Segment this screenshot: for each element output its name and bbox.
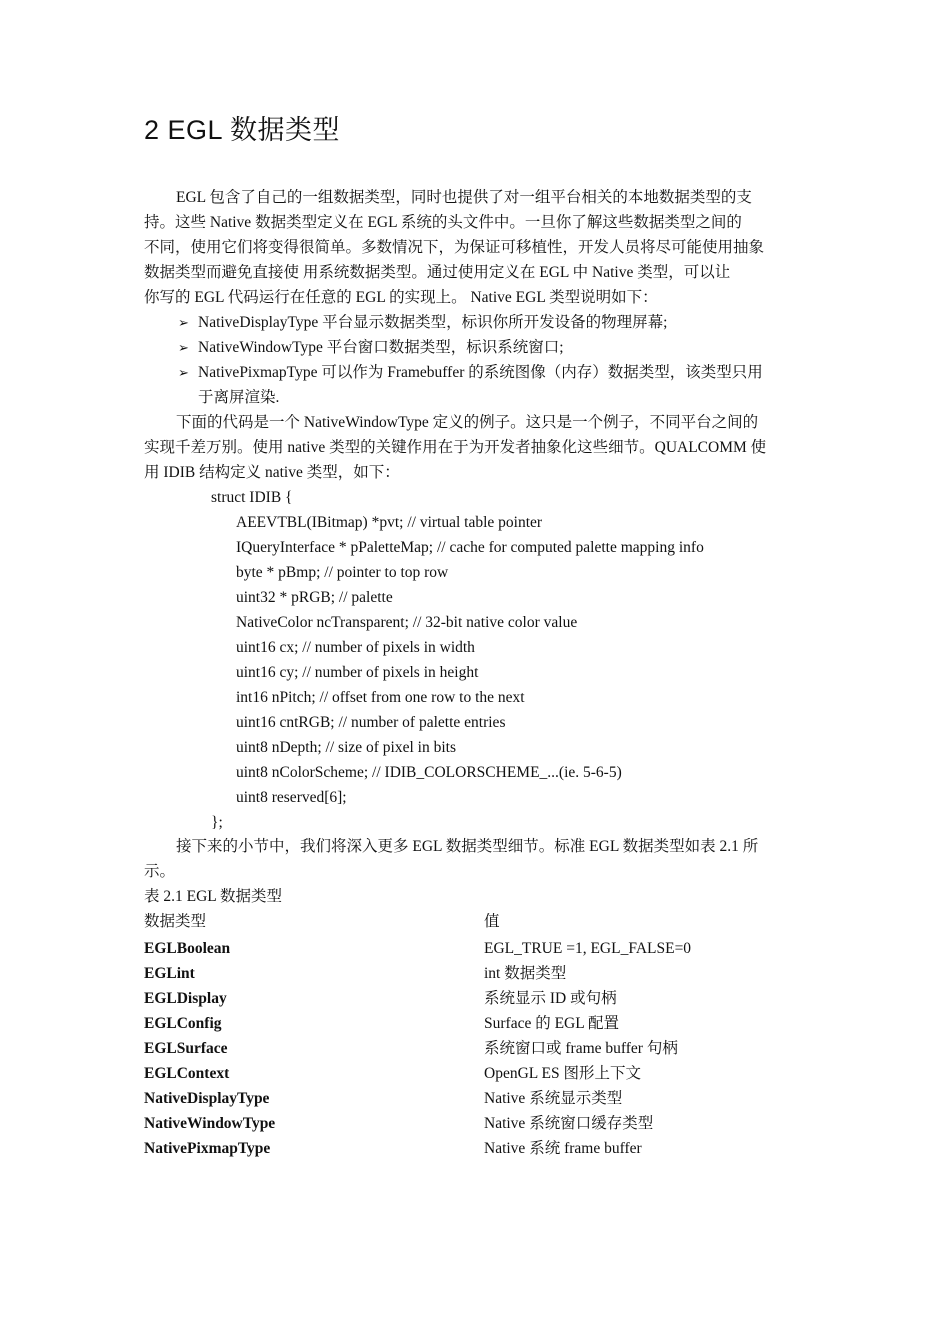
- code-line: uint8 nColorScheme; // IDIB_COLORSCHEME_...(ie. 5-6-5): [236, 764, 622, 781]
- intro-paragraph: [144, 185, 806, 310]
- intro-line: EGL 包含了自己的一组数据类型，同时也提供了对一组平台相关的本地数据类型的支: [176, 189, 752, 206]
- table-cell-value: Native 系统窗口缓存类型: [484, 1115, 654, 1132]
- table-cell-value: Native 系统 frame buffer: [484, 1140, 642, 1157]
- bullet-item: NativeDisplayType 平台显示数据类型，标识你所开发设备的物理屏幕;: [198, 314, 668, 331]
- table-cell-type: NativePixmapType: [144, 1140, 271, 1157]
- code-intro-line: 用 IDIB 结构定义 native 类型，如下：: [144, 464, 400, 481]
- table-header-cell: 值: [484, 913, 500, 930]
- table-cell-value: Surface 的 EGL 配置: [484, 1015, 620, 1032]
- bullet-arrow-icon: ➢: [178, 315, 189, 330]
- code-line: NativeColor ncTransparent; // 32-bit native color value: [236, 614, 578, 631]
- code-line: uint8 nDepth; // size of pixel in bits: [236, 739, 456, 756]
- code-struct-open: struct IDIB {: [211, 489, 293, 506]
- table-row: [144, 961, 806, 986]
- bullet-arrow-icon: ➢: [178, 340, 189, 355]
- table-cell-value: OpenGL ES 图形上下文: [484, 1065, 641, 1082]
- code-line: uint16 cx; // number of pixels in width: [236, 639, 475, 656]
- bullet-continuation: 于离屏渲染.: [198, 389, 280, 406]
- table-cell-type: EGLBoolean: [144, 940, 231, 957]
- table-cell-value: 系统窗口或 frame buffer 句柄: [484, 1040, 678, 1057]
- table-cell-type: NativeWindowType: [144, 1115, 276, 1132]
- bullet-arrow-icon: ➢: [178, 365, 189, 380]
- table-cell-type: EGLDisplay: [144, 990, 227, 1007]
- intro-line: 不同，使用它们将变得很简单。多数情况下，为保证可移植性，开发人员将尽可能使用抽象: [144, 239, 765, 256]
- table-row: [144, 1111, 806, 1136]
- code-line: IQueryInterface * pPaletteMap; // cache for computed palette mapping info: [236, 539, 704, 556]
- next-paragraph: [144, 834, 806, 884]
- table-row: [144, 1136, 806, 1161]
- table-row: [144, 1086, 806, 1111]
- intro-line: 你写的 EGL 代码运行在任意的 EGL 的实现上。 Native EGL 类型说明如下：: [144, 289, 658, 306]
- table-cell-type: EGLSurface: [144, 1040, 228, 1057]
- table-cell-value: 系统显示 ID 或句柄: [484, 990, 617, 1007]
- code-line: int16 nPitch; // offset from one row to the next: [236, 689, 525, 706]
- table-header-cell: 数据类型: [144, 913, 207, 930]
- intro-line: 持。这些 Native 数据类型定义在 EGL 系统的头文件中。一旦你了解这些数据类型之间的: [144, 214, 742, 231]
- code-line: byte * pBmp; // pointer to top row: [236, 564, 449, 581]
- table-header-row: [144, 909, 806, 934]
- next-line: 示。: [144, 863, 176, 880]
- code-line: uint16 cy; // number of pixels in height: [236, 664, 479, 681]
- table-cell-value: EGL_TRUE =1, EGL_FALSE=0: [484, 940, 692, 957]
- next-line: 接下来的小节中，我们将深入更多 EGL 数据类型细节。标准 EGL 数据类型如表 2.1 所: [176, 838, 759, 855]
- table-cell-type: EGLContext: [144, 1065, 230, 1082]
- table-cell-value: int 数据类型: [484, 965, 567, 982]
- section-heading: 2 EGL 数据类型: [144, 115, 341, 145]
- table-row: [144, 1011, 806, 1036]
- table-cell-type: EGLConfig: [144, 1015, 222, 1032]
- code-line: uint32 * pRGB; // palette: [236, 589, 393, 606]
- table-cell-value: Native 系统显示类型: [484, 1090, 623, 1107]
- bullet-item: NativeWindowType 平台窗口数据类型，标识系统窗口;: [198, 339, 564, 356]
- table-caption: 表 2.1 EGL 数据类型: [144, 888, 283, 905]
- table-row: [144, 986, 806, 1011]
- table-cell-type: EGLint: [144, 965, 195, 982]
- table-cell-type: NativeDisplayType: [144, 1090, 270, 1107]
- code-intro-line: 实现千差万别。使用 native 类型的关键作用在于为开发者抽象化这些细节。QUALCOMM 使: [144, 439, 767, 456]
- code-line: uint16 cntRGB; // number of palette entries: [236, 714, 506, 731]
- code-intro-line: 下面的代码是一个 NativeWindowType 定义的例子。这只是一个例子，不同平台之间的: [176, 414, 759, 431]
- code-line: uint8 reserved[6];: [236, 789, 347, 806]
- intro-line: 数据类型而避免直接使 用系统数据类型。通过使用定义在 EGL 中 Native 类型，可以让: [144, 264, 731, 281]
- code-struct-close: };: [211, 814, 223, 831]
- table-row: [144, 936, 806, 961]
- code-line: AEEVTBL(IBitmap) *pvt; // virtual table pointer: [236, 514, 543, 531]
- bullet-item: NativePixmapType 可以作为 Framebuffer 的系统图像（内存）数据类型，该类型只用: [198, 364, 763, 381]
- table-row: [144, 1036, 806, 1061]
- code-intro-paragraph: [144, 410, 806, 485]
- table-row: [144, 1061, 806, 1086]
